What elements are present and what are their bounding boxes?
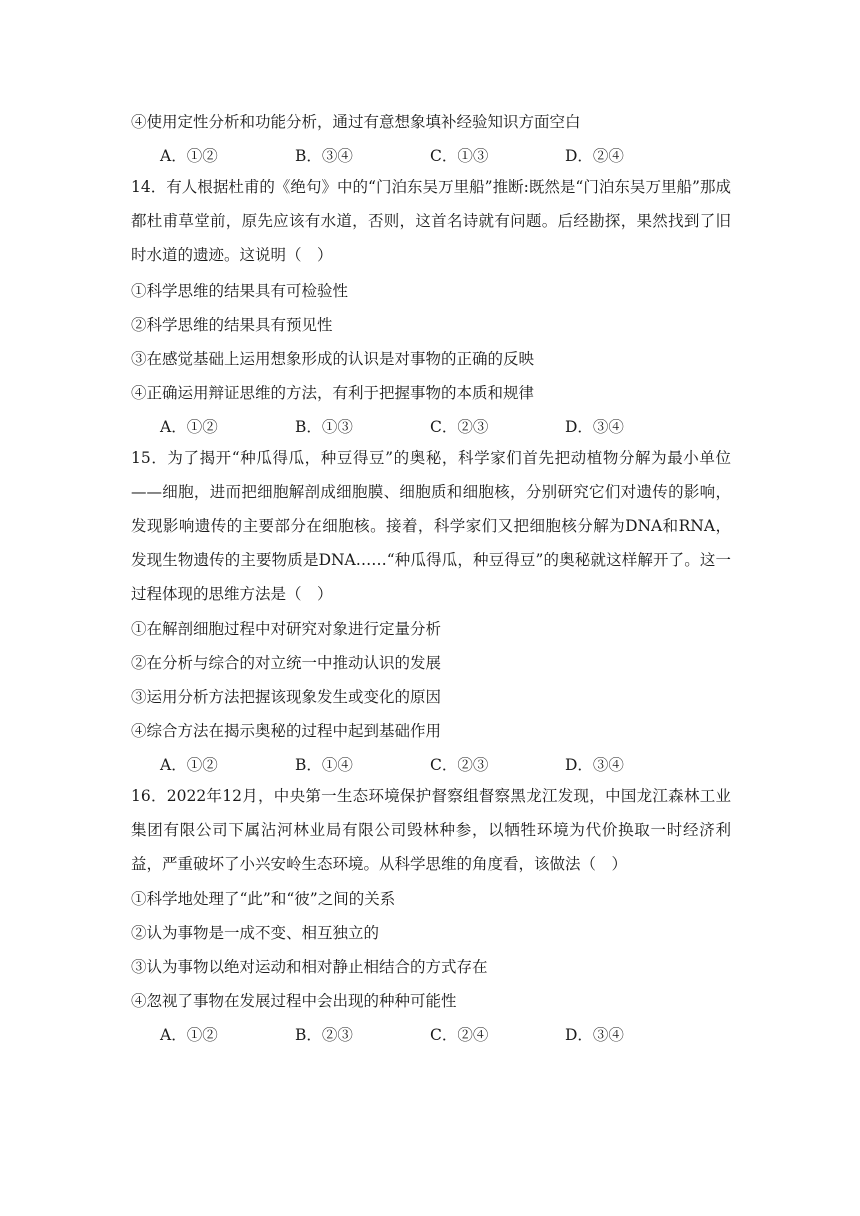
q16-statement-4: ④忽视了事物在发展过程中会出现的种种可能性 [131,992,457,1010]
option-c: C．①③ [430,147,489,165]
q15-statement-2: ②在分析与综合的对立统一中推动认识的发展 [131,654,442,672]
q15-stem: 15．为了揭开“种瓜得瓜，种豆得豆”的奥秘，科学家们首先把动植物分解为最小单位——细胞，进而把细胞解剖成细胞膜、细胞质和细胞核，分别研究它们对遗传的影响，发现影响遗传的主要部分在细胞核。接着，科学家们又把细胞核分解为DNA和RNA，发现生物遗传的主要物质是DNA……“种瓜得瓜，种豆得豆”的奥秘就这样解开了。这一过程体现的思维方法是（ ） [131,449,731,603]
q16-statement-3: ③认为事物以绝对运动和相对静止相结合的方式存在 [131,958,488,976]
option-d: D．③④ [565,756,624,774]
q15-statement-1: ①在解剖细胞过程中对研究对象进行定量分析 [131,620,442,638]
q14-statement-1: ①科学思维的结果具有可检验性 [131,282,349,300]
q16-options [160,1025,624,1045]
q16-statement-1: ①科学地处理了“此”和“彼”之间的关系 [131,890,396,908]
prev-question-options [160,146,624,166]
option-a: A．①② [160,756,218,774]
q14-options [160,417,624,437]
option-c: C．②④ [430,1026,489,1044]
q15-statement-3: ③运用分析方法把握该现象发生或变化的原因 [131,688,442,706]
option-b: B．①④ [295,756,353,774]
option-c: C．②③ [430,756,489,774]
option-a: A．①② [160,147,218,165]
q15-statement-4: ④综合方法在揭示奥秘的过程中起到基础作用 [131,722,442,740]
option-a: A．①② [160,1026,218,1044]
option-b: B．①③ [295,418,353,436]
q14-stem: 14．有人根据杜甫的《绝句》中的“门泊东吴万里船”推断:既然是“门泊东吴万里船”那成都杜甫草堂前，原先应该有水道，否则，这首名诗就有问题。后经勘探，果然找到了旧时水道的遗迹。这说明（ ） [131,178,731,264]
q14-statement-4: ④正确运用辩证思维的方法，有利于把握事物的本质和规律 [131,384,535,402]
option-d: D．②④ [565,147,624,165]
option-a: A．①② [160,418,218,436]
option-b: B．③④ [295,147,353,165]
option-c: C．②③ [430,418,489,436]
option-d: D．③④ [565,1026,624,1044]
option-d: D．③④ [565,418,624,436]
q16-statement-2: ②认为事物是一成不变、相互独立的 [131,924,380,942]
q15-options [160,755,624,775]
q16-stem: 16．2022年12月，中央第一生态环境保护督察组督察黑龙江发现，中国龙江森林工业集团有限公司下属沾河林业局有限公司毁林种参，以牺牲环境为代价换取一时经济利益，严重破坏了小兴安岭生态环境。从科学思维的角度看，该做法（ ） [131,787,731,873]
option-b: B．②③ [295,1026,353,1044]
prev-question-statement-4: ④使用定性分析和功能分析，通过有意想象填补经验知识方面空白 [131,113,581,131]
q14-statement-3: ③在感觉基础上运用想象形成的认识是对事物的正确的反映 [131,350,535,368]
q14-statement-2: ②科学思维的结果具有预见性 [131,316,333,334]
